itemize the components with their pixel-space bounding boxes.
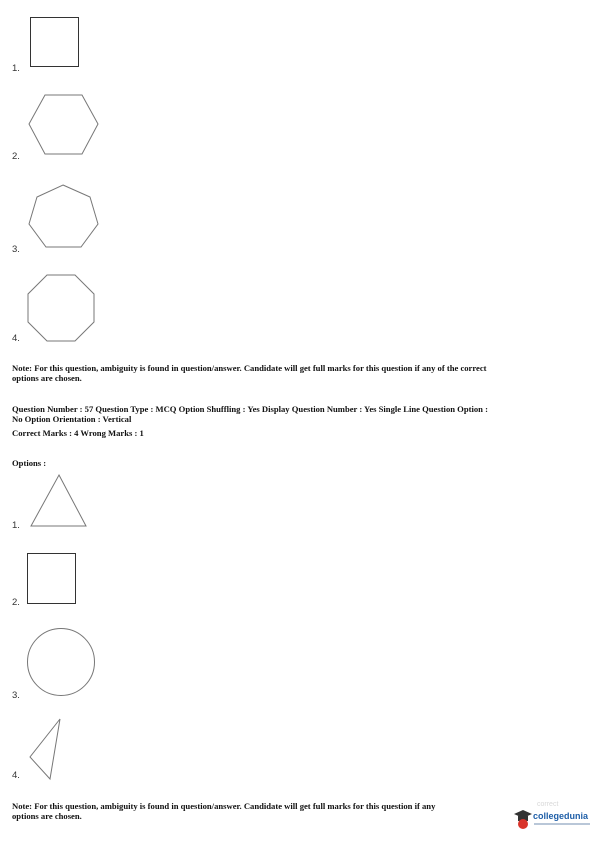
question-info-line: Question Number : 57 Question Type : MCQ Option Shuffling : Yes Display Question Number : Yes Single Line Question Option : — [12, 404, 488, 414]
options-label: Options : — [12, 458, 47, 468]
option-1-square-figure — [30, 17, 80, 69]
option-1-triangle-figure — [30, 474, 88, 528]
graduation-cap-icon — [513, 808, 533, 830]
option-4-octagon-figure — [27, 274, 97, 344]
option-number: 4. — [12, 770, 20, 781]
option-number: 3. — [12, 690, 20, 701]
tagline-bar — [534, 823, 590, 825]
option-number: 1. — [12, 63, 20, 74]
note-line: Note: For this question, ambiguity is found in question/answer. Candidate will get full marks for this question if any of the correct — [12, 363, 487, 373]
marks-info: Correct Marks : 4 Wrong Marks : 1 — [12, 428, 144, 438]
collegedunia-logo — [513, 808, 593, 832]
question-info — [12, 404, 592, 424]
option-3-circle-figure — [26, 627, 96, 697]
note-line: Note: For this question, ambiguity is found in question/answer. Candidate will get full marks for this question if any — [12, 801, 436, 811]
option-number: 4. — [12, 333, 20, 344]
option-2-square-figure — [27, 553, 77, 605]
brand-name: collegedunia — [533, 811, 589, 821]
option-number: 3. — [12, 244, 20, 255]
question-info-line: No Option Orientation : Vertical — [12, 414, 132, 424]
option-number: 2. — [12, 151, 20, 162]
option-number: 1. — [12, 520, 20, 531]
option-2-hexagon-figure — [28, 94, 100, 156]
option-3-heptagon-figure — [28, 184, 100, 252]
option-number: 2. — [12, 597, 20, 608]
faded-watermark-text: correct — [537, 801, 559, 808]
note-line: options are chosen. — [12, 811, 82, 821]
option-4-scalene-triangle-figure — [28, 717, 64, 781]
ambiguity-note — [12, 363, 587, 383]
note-line: options are chosen. — [12, 373, 82, 383]
ambiguity-note — [12, 801, 512, 821]
